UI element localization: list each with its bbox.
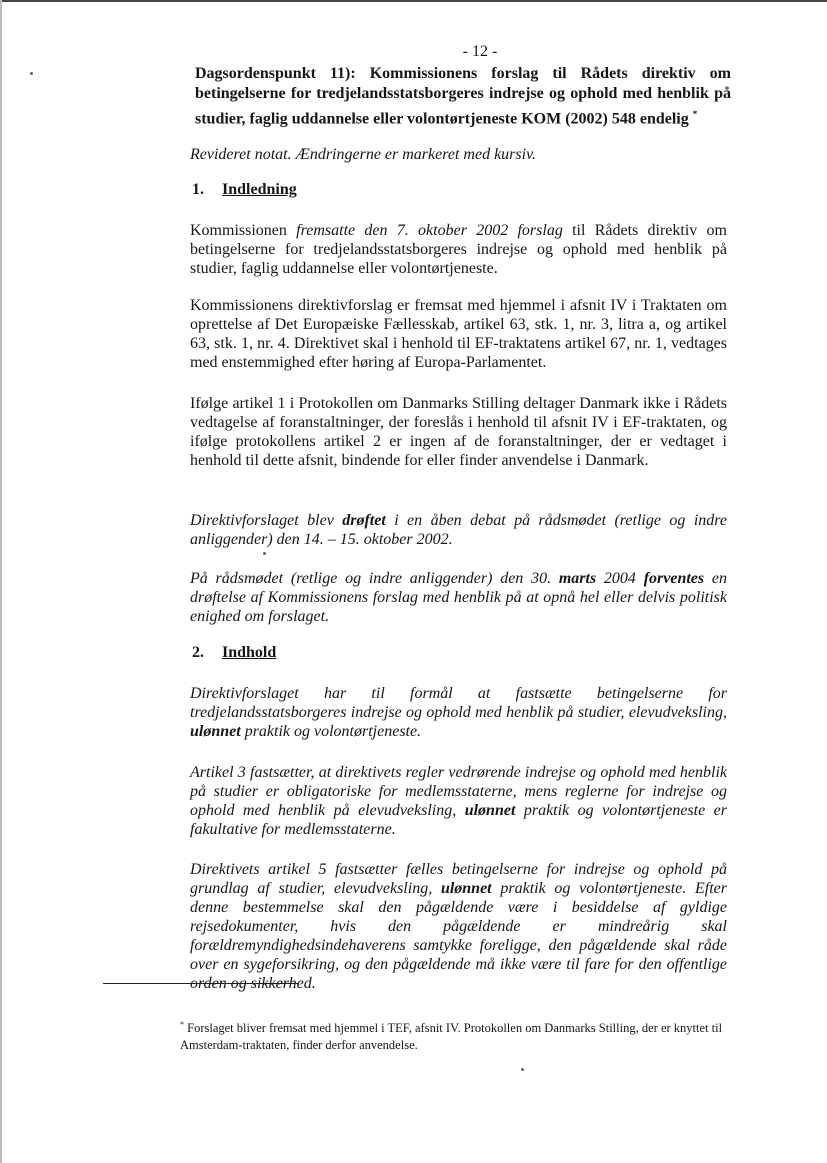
text-run: i en åben debat på rådsmødet (retlige og indre anliggender) den 14. – 15. oktober 2002.	[190, 512, 727, 548]
section-1-paragraph-4	[190, 511, 727, 549]
section-2-title: Indhold	[222, 644, 277, 661]
section-2-number: 2.	[192, 644, 204, 661]
section-2-heading	[192, 644, 276, 662]
text-run: Direktivets artikel 5 fastsætter fælles betingelserne for indrejse og ophold på grundlag af studier, elevudveksling,	[190, 861, 727, 897]
text-run: Direktivforslaget blev	[190, 512, 343, 529]
section-2-paragraph-1	[190, 684, 727, 741]
bold-italic-run: forventes	[643, 570, 705, 587]
text-run: en drøftelse af Kommissionens forslag med henblik på at opnå hel eller delvis politisk enighed om forslaget.	[190, 570, 728, 625]
scan-left-edge	[0, 0, 2, 1163]
text-run: Kommissionen	[190, 222, 297, 239]
italic-run: fremsatte den 7. oktober 2002 forslag	[296, 222, 563, 239]
footnote-text: Forslaget bliver fremsat med hjemmel i TEF, afsnit IV. Protokollen om Danmarks Stilling, der er knyttet til Amsterdam-traktaten, finder derfor anvendelse.	[180, 1021, 723, 1053]
section-1-paragraph-2: Kommissionens direktivforslag er fremsat med hjemmel i afsnit IV i Traktaten om oprettelse af Det Europæiske Fællesskab, artikel 63, stk. 1, nr. 3, litra a, og artikel 63, stk. 1, nr. 4. Direktivet skal i henhold til EF-traktatens artikel 67, nr. 1, vedtages med enstemmighed efter høring af Europa-Parlamentet.	[190, 297, 727, 371]
text-run: 2004	[596, 570, 644, 587]
bold-italic-run: marts	[558, 570, 597, 587]
agenda-title	[195, 64, 731, 129]
text-run: til Rådets direktiv om betingelserne for tredjelandsstatsborgeres indrejse og ophold med henblik på studier, faglig uddannelse eller volontørtjeneste.	[190, 222, 727, 277]
text-run: Direktivforslaget har til formål at fastsætte betingelserne for tredjelandsstatsborgeres indrejse og ophold med henblik på studier, elevudveksling,	[190, 685, 727, 721]
section-1-paragraph-1	[190, 221, 727, 278]
footnote-mark: *	[180, 1020, 184, 1029]
text-run: praktik og volontørtjeneste er fakultative for medlemsstaterne.	[190, 802, 727, 838]
text-run: praktik og volontørtjeneste. Efter denne bestemmelse skal den pågældende være i besiddelse af gyldige rejsedokumenter, hvis den pågældende er mindreårig skal forældremyndighedsindehaverens samtykke foreligge, den pågældende skal råde over en sygeforsikring, og den pågældende må ikke være til fare for den offentlige orden og sikkerhed.	[190, 880, 727, 992]
section-1-paragraph-5	[190, 569, 727, 626]
text-run: Artikel 3 fastsætter, at direktivets regler vedrørende indrejse og ophold med henblik på studier er obligatoriske for medlemsstaterne, mens reglerne for indrejse og ophold med henblik på elevudveksling,	[190, 764, 727, 819]
section-1-heading	[192, 181, 297, 199]
bold-italic-run: ulønnet	[440, 880, 492, 897]
section-1-paragraph-3: Ifølge artikel 1 i Protokollen om Danmarks Stilling deltager Danmark ikke i Rådets vedtagelse af foranstaltninger, der foreslås i henhold til afsnit IV i EF-traktaten, og ifølge protokollens artikel 2 er ingen af de foranstaltninger, der er vedtaget i henhold til dette afsnit, bindende for eller finder anvendelse i Danmark.	[190, 395, 727, 469]
section-1-number: 1.	[192, 181, 204, 198]
bold-italic-run: drøftet	[342, 512, 386, 529]
footnote	[180, 1016, 725, 1054]
agenda-footnote-mark: *	[692, 109, 698, 119]
scan-top-edge	[0, 0, 827, 2]
bold-italic-run: ulønnet	[464, 802, 516, 819]
revised-note: Revideret notat. Ændringerne er markeret med kursiv.	[190, 146, 536, 163]
section-1-title: Indledning	[222, 181, 297, 198]
scan-speck	[30, 72, 33, 75]
page-number: - 12 -	[462, 43, 498, 60]
scan-speck	[521, 1068, 524, 1071]
section-2-paragraph-3	[190, 860, 727, 993]
agenda-title-text: Dagsordenspunkt 11): Kommissionens forslag til Rådets direktiv om betingelserne for tredjelandsstatsborgeres indrejse og ophold med henblik på studier, faglig uddannelse eller volontørtjeneste KOM (2002) 548 endelig	[195, 65, 731, 128]
section-2-paragraph-2	[190, 763, 727, 839]
text-run: På rådsmødet (retlige og indre anliggender) den 30.	[190, 570, 559, 587]
footnote-separator	[103, 983, 298, 984]
text-run: praktik og volontørtjeneste.	[240, 723, 422, 740]
bold-italic-run: ulønnet	[190, 723, 241, 740]
scan-speck	[263, 552, 266, 555]
